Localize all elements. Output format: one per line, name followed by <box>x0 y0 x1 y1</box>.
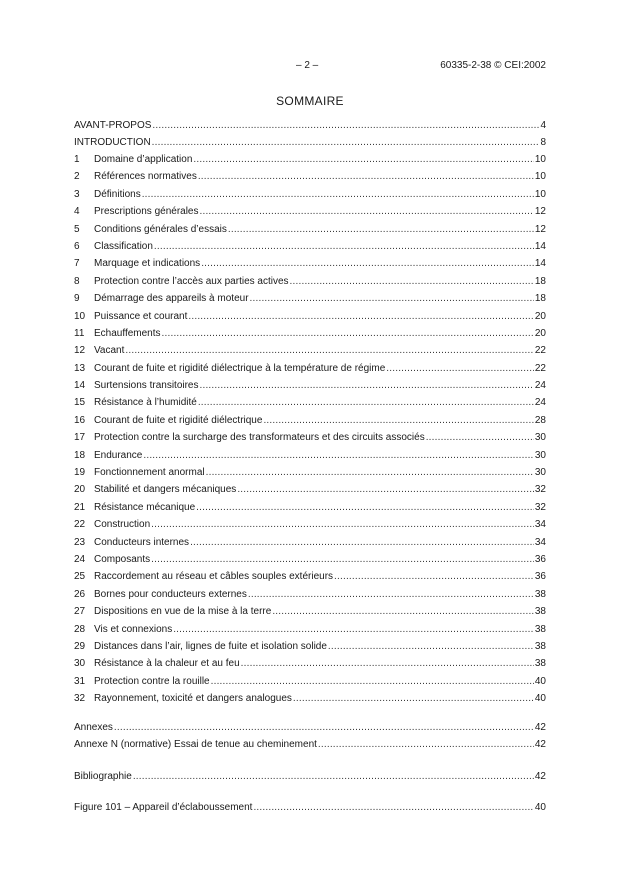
toc-entry-number: 8 <box>74 275 80 287</box>
toc-leader-dots <box>114 719 534 736</box>
toc-entry[interactable] <box>74 221 546 238</box>
toc-entry-page: 10 <box>534 154 546 165</box>
toc-entry[interactable] <box>74 151 546 168</box>
toc-entry[interactable] <box>74 394 546 411</box>
toc-leader-dots <box>386 360 534 377</box>
toc-entry-number: 19 <box>74 467 86 479</box>
toc-entry-page: 4 <box>540 120 546 131</box>
toc-figures <box>74 799 546 816</box>
toc-leader-dots <box>152 117 539 134</box>
toc-entry[interactable] <box>74 621 546 638</box>
toc-entry[interactable] <box>74 719 546 736</box>
toc-entry-label: Fonctionnement anormal <box>94 467 205 479</box>
toc-leader-dots <box>162 325 534 342</box>
toc-leader-dots <box>241 655 534 672</box>
toc-leader-dots <box>318 736 534 753</box>
toc-front-matter <box>74 117 546 152</box>
toc-entry-number: 28 <box>74 623 86 635</box>
toc-entry[interactable] <box>74 673 546 690</box>
toc-entry-label: Rayonnement, toxicité et dangers analogues <box>94 693 292 705</box>
toc-leader-dots <box>188 308 533 325</box>
toc-entry[interactable] <box>74 603 546 620</box>
toc-leader-dots <box>154 238 534 255</box>
toc-entry-number: 27 <box>74 606 86 618</box>
toc-entry[interactable] <box>74 586 546 603</box>
toc-entry[interactable] <box>74 290 546 307</box>
toc-annexes <box>74 719 546 754</box>
toc-entry-label: Endurance <box>94 449 143 461</box>
toc-leader-dots <box>272 603 534 620</box>
toc-entry-number: 6 <box>74 240 80 252</box>
toc-leader-dots <box>142 186 534 203</box>
page-header <box>0 60 620 74</box>
toc-entry[interactable] <box>74 799 546 816</box>
toc-entry-page: 38 <box>534 606 546 618</box>
toc-entry[interactable] <box>74 117 546 134</box>
toc-leader-dots <box>201 255 534 272</box>
toc-entry-number: 16 <box>74 414 86 426</box>
toc-leader-dots <box>143 447 534 464</box>
toc-entry-page: 20 <box>534 327 546 339</box>
toc-entry-label: Stabilité et dangers mécaniques <box>94 484 237 496</box>
toc-entry[interactable] <box>74 516 546 533</box>
toc-entry-page: 10 <box>534 171 546 183</box>
toc-entry-label: Conditions générales d’essais <box>94 223 227 235</box>
toc-entry[interactable] <box>74 655 546 672</box>
toc-entry-label: Distances dans l’air, lignes de fuite et isolation solide <box>94 640 327 652</box>
toc-entry-number: 22 <box>74 519 86 531</box>
toc-entry[interactable] <box>74 412 546 429</box>
toc-entry-page: 40 <box>534 675 546 687</box>
toc-entry[interactable] <box>74 186 546 203</box>
toc-entry-label: Bornes pour conducteurs externes <box>94 588 247 600</box>
toc-entry-page: 38 <box>534 658 546 670</box>
toc-entry-page: 8 <box>540 137 546 149</box>
toc-entry-number: 31 <box>74 675 86 687</box>
toc-entry-label: Démarrage des appareils à moteur <box>94 293 249 305</box>
toc-entry-page: 18 <box>534 293 546 305</box>
toc-entry[interactable] <box>74 308 546 325</box>
toc-leader-dots <box>293 690 534 707</box>
toc-entry-label: Marquage et indications <box>94 258 201 270</box>
toc-entry[interactable] <box>74 736 546 753</box>
toc-entry-number: 17 <box>74 432 86 444</box>
toc-leader-dots <box>206 464 534 481</box>
toc-entry-page: 34 <box>534 519 546 531</box>
toc-entry[interactable] <box>74 534 546 551</box>
toc-entry-page: 42 <box>534 722 546 733</box>
toc-entry-page: 22 <box>534 345 546 357</box>
toc-entry-number: 12 <box>74 345 86 357</box>
toc-entry[interactable] <box>74 273 546 290</box>
toc-entry-page: 40 <box>534 802 546 813</box>
toc-entry-page: 14 <box>534 258 546 270</box>
toc-entry-label: Résistance mécanique <box>94 501 196 513</box>
toc-entry-page: 30 <box>534 432 546 444</box>
toc-leader-dots <box>328 638 534 655</box>
toc-entry-label: Protection contre la surcharge des transformateurs et des circuits associés <box>94 432 425 444</box>
toc-leader-dots <box>200 377 534 394</box>
toc-entry-page: 30 <box>534 467 546 479</box>
toc-leader-dots <box>211 673 534 690</box>
toc-entry-page: 10 <box>534 188 546 200</box>
document-reference: 60335-2-38 © CEI:2002 <box>440 60 546 71</box>
toc-leader-dots <box>196 499 534 516</box>
toc-leader-dots <box>426 429 534 446</box>
toc-entry-page: 38 <box>534 623 546 635</box>
toc-entry-label: Puissance et courant <box>94 310 188 322</box>
toc-entry[interactable] <box>74 134 546 151</box>
toc-entry-number: 20 <box>74 484 86 496</box>
toc-entry-label: Résistance à l’humidité <box>94 397 197 409</box>
toc-entry[interactable] <box>74 768 546 785</box>
toc-leader-dots <box>334 568 534 585</box>
toc-entry[interactable] <box>74 360 546 377</box>
toc-entry-label: Annexes <box>74 722 113 733</box>
toc-entry-label: Protection contre l’accès aux parties actives <box>94 275 289 287</box>
toc-entry-label: Vacant <box>94 345 125 357</box>
toc-entry-page: 34 <box>534 536 546 548</box>
toc-entry[interactable] <box>74 551 546 568</box>
toc-entry-label: Courant de fuite et rigidité diélectrique <box>94 414 263 426</box>
toc-entry-label: Annexe N (normative) Essai de tenue au cheminement <box>74 739 317 751</box>
toc-entry-number: 21 <box>74 501 86 513</box>
toc-leader-dots <box>151 551 534 568</box>
toc-title: SOMMAIRE <box>276 94 344 108</box>
toc-entry-number: 24 <box>74 553 86 565</box>
toc-entry[interactable] <box>74 690 546 707</box>
toc-leader-dots <box>248 586 534 603</box>
toc-clauses <box>74 151 546 708</box>
toc-leader-dots <box>200 203 534 220</box>
toc-entry-number: 11 <box>74 327 85 339</box>
toc-entry-label: Figure 101 – Appareil d’éclaboussement <box>74 802 253 813</box>
toc-leader-dots <box>125 342 533 359</box>
toc-entry[interactable] <box>74 168 546 185</box>
toc-entry-label: Dispositions en vue de la mise à la terre <box>94 606 272 618</box>
toc-entry-number: 14 <box>74 380 86 392</box>
toc-entry[interactable] <box>74 238 546 255</box>
toc-entry[interactable] <box>74 464 546 481</box>
toc-entry-label: INTRODUCTION <box>74 137 151 149</box>
toc-entry-label: Protection contre la rouille <box>94 675 210 687</box>
toc-entry-page: 18 <box>534 275 546 287</box>
toc-entry-page: 28 <box>534 414 546 426</box>
toc-entry-label: Courant de fuite et rigidité diélectrique à la température de régime <box>94 362 386 374</box>
toc-leader-dots <box>253 799 533 816</box>
toc-entry-page: 30 <box>534 449 546 461</box>
toc-entry-number: 13 <box>74 362 86 374</box>
toc-entry-label: Raccordement au réseau et câbles souples extérieurs <box>94 571 334 583</box>
toc-entry-page: 36 <box>534 571 546 583</box>
toc-entry-page: 40 <box>534 693 546 705</box>
toc-entry-label: Références normatives <box>94 171 197 183</box>
toc-entry[interactable] <box>74 203 546 220</box>
toc-entry-label: Définitions <box>94 188 141 200</box>
toc-entry[interactable] <box>74 325 546 342</box>
toc-entry[interactable] <box>74 429 546 446</box>
toc-leader-dots <box>151 516 534 533</box>
toc-entry[interactable] <box>74 638 546 655</box>
toc-entry[interactable] <box>74 255 546 272</box>
toc-entry-page: 32 <box>534 501 546 513</box>
toc-entry-number: 2 <box>74 171 80 183</box>
toc-entry[interactable] <box>74 568 546 585</box>
toc-entry-number: 23 <box>74 536 86 548</box>
toc-bibliography <box>74 768 546 785</box>
toc-leader-dots <box>198 168 534 185</box>
toc-entry-page: 36 <box>534 553 546 565</box>
toc-entry-number: 7 <box>74 258 80 270</box>
toc-entry-page: 42 <box>534 739 546 751</box>
toc-entry-label: AVANT-PROPOS <box>74 120 152 131</box>
toc-entry-page: 24 <box>534 397 546 409</box>
toc-entry-number: 25 <box>74 571 86 583</box>
toc-entry-page: 32 <box>534 484 546 496</box>
toc-leader-dots <box>290 273 534 290</box>
toc-entry-number: 4 <box>74 206 80 218</box>
toc-entry[interactable] <box>74 377 546 394</box>
toc-entry-label: Résistance à la chaleur et au feu <box>94 658 240 670</box>
toc-leader-dots <box>263 412 533 429</box>
toc-leader-dots <box>250 290 534 307</box>
toc-entry-label: Bibliographie <box>74 771 132 782</box>
toc-leader-dots <box>193 151 533 168</box>
toc-entry-page: 12 <box>534 223 546 235</box>
toc-entry-number: 3 <box>74 188 80 200</box>
toc-entry-page: 38 <box>534 588 546 600</box>
toc-leader-dots <box>173 621 534 638</box>
toc-entry-number: 1 <box>74 154 80 165</box>
toc-entry-label: Composants <box>94 553 151 565</box>
toc-leader-dots <box>190 534 534 551</box>
toc-leader-dots <box>133 768 534 785</box>
toc-entry-label: Domaine d’application <box>94 154 193 165</box>
toc-entry-label: Echauffements <box>94 327 161 339</box>
toc-entry-number: 10 <box>74 310 86 322</box>
toc-leader-dots <box>152 134 540 151</box>
toc-entry-page: 12 <box>534 206 546 218</box>
toc-entry[interactable] <box>74 447 546 464</box>
toc-entry[interactable] <box>74 342 546 359</box>
toc-entry[interactable] <box>74 499 546 516</box>
toc-entry-number: 15 <box>74 397 86 409</box>
toc-entry-number: 9 <box>74 293 80 305</box>
toc-entry-page: 14 <box>534 240 546 252</box>
toc-entry-label: Classification <box>94 240 153 252</box>
toc-entry-label: Conducteurs internes <box>94 536 190 548</box>
toc-entry-number: 5 <box>74 223 80 235</box>
toc-entry-page: 22 <box>534 362 546 374</box>
toc-entry-label: Vis et connexions <box>94 623 173 635</box>
toc-leader-dots <box>198 394 534 411</box>
toc-entry-number: 30 <box>74 658 86 670</box>
toc-entry-number: 26 <box>74 588 86 600</box>
page-number: – 2 – <box>296 60 319 71</box>
toc-leader-dots <box>228 221 534 238</box>
toc-entry-label: Prescriptions générales <box>94 206 199 218</box>
toc-entry-number: 18 <box>74 449 86 461</box>
toc-entry-label: Construction <box>94 519 151 531</box>
toc-entry-page: 20 <box>534 310 546 322</box>
toc-entry[interactable] <box>74 481 546 498</box>
toc-entry-number: 29 <box>74 640 86 652</box>
toc-entry-number: 32 <box>74 693 86 705</box>
toc-entry-page: 42 <box>534 771 546 782</box>
toc-entry-page: 38 <box>534 640 546 652</box>
toc-entry-page: 24 <box>534 380 546 392</box>
toc-entry-label: Surtensions transitoires <box>94 380 199 392</box>
toc-leader-dots <box>237 481 534 498</box>
